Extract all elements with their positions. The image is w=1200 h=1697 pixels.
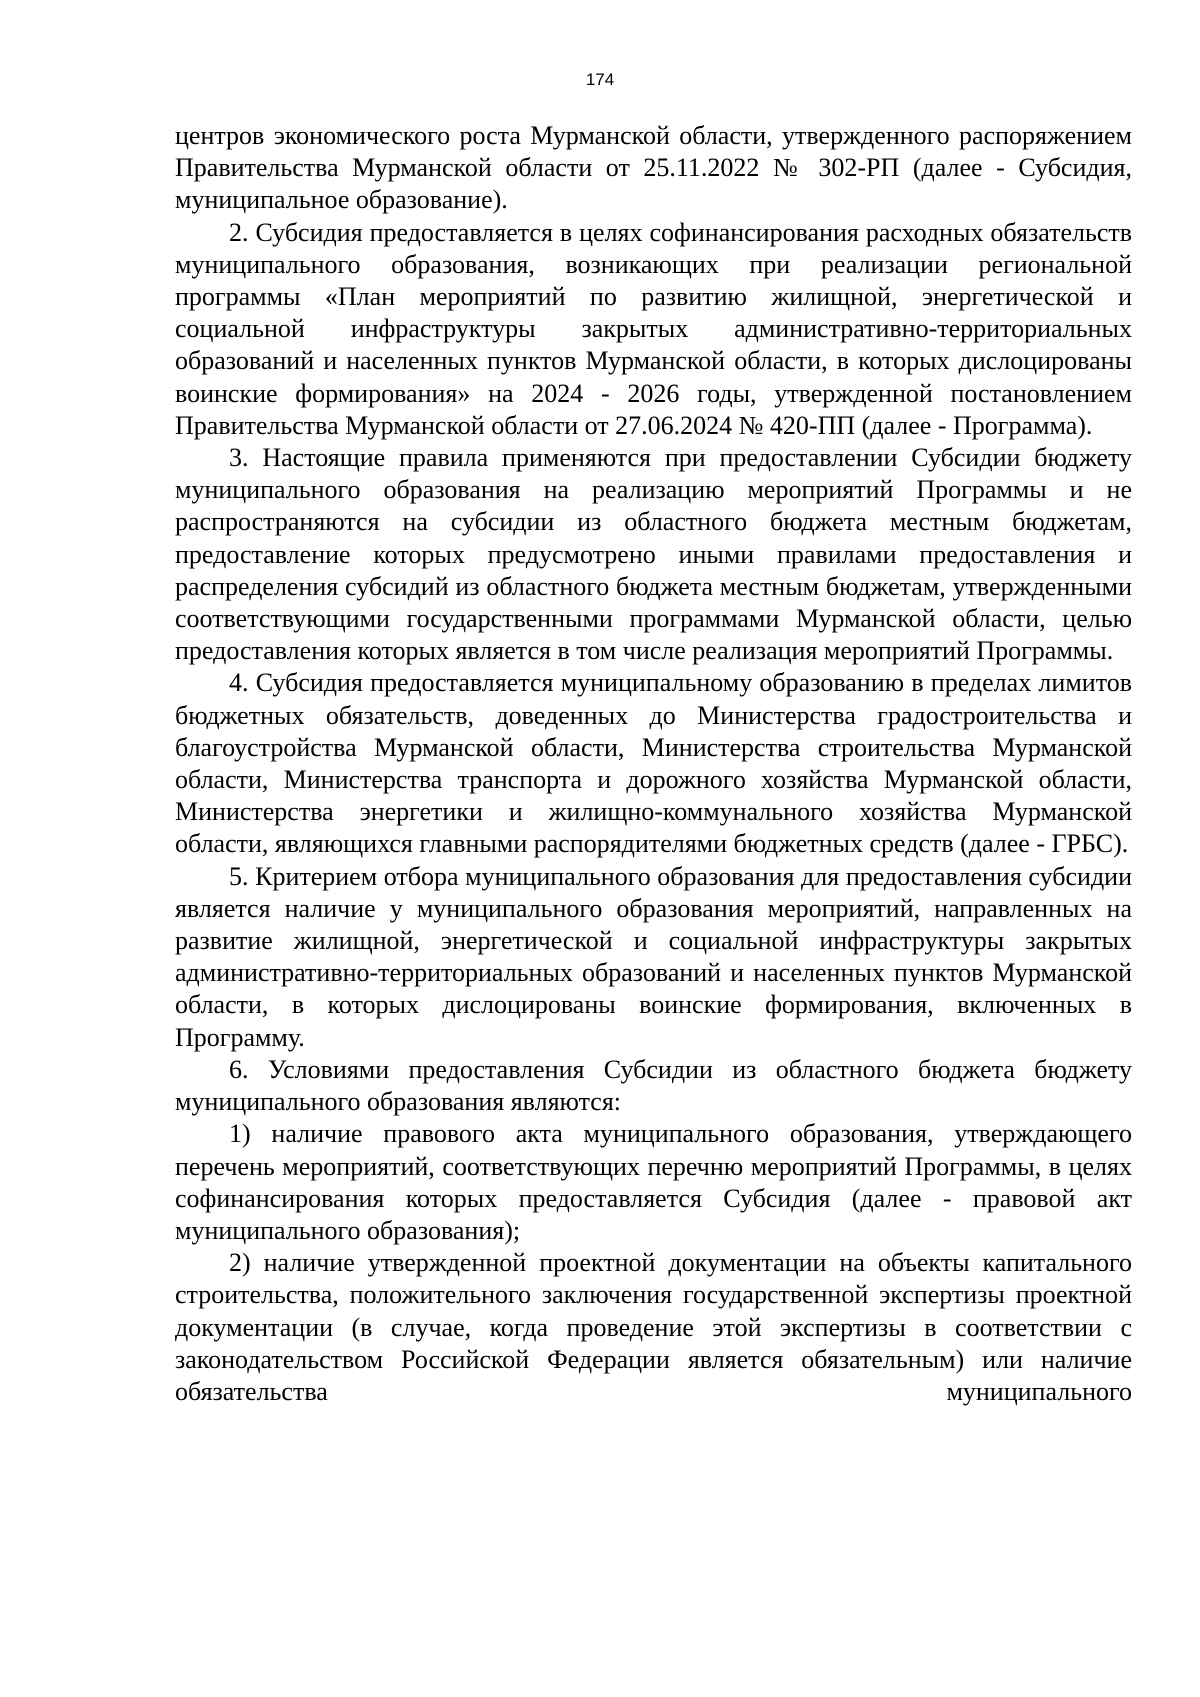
subparagraph-1: 1) наличие правового акта муниципального образования, утверждающего перечень мероприятий, соответствующих перечню мероприятий Программы, в целях софинансирования которых предоставляется Субсидия (далее - правовой акт муниципального образования); (175, 1119, 1132, 1245)
document-body (175, 120, 1132, 1408)
paragraph-item-6: 6. Условиями предоставления Субсидии из областного бюджета бюджету муниципального образования являются: (175, 1054, 1132, 1117)
paragraph-item-5: 5. Критерием отбора муниципального образования для предоставления субсидии является наличие у муниципального образования мероприятий, направленных на развитие жилищной, энергетической и социальной инфраструктуры закрытых административно-территориальных образований и населенных пунктов Мурманской области, в которых дислоцированы воинские формирования, включенных в Программу. (175, 861, 1132, 1052)
paragraph-continuation: центров экономического роста Мурманской области, утвержденного распоряжением Правительства Мурманской области от 25.11.2022 № 302-РП (далее - Субсидия, муниципальное образование). (175, 121, 1132, 215)
page-number: 174 (585, 70, 615, 89)
subparagraph-2: 2) наличие утвержденной проектной документации на объекты капитального строительства, положительного заключения государственной экспертизы проектной документации (в случае, когда проведение этой экспертизы в соответствии с законодательством Российской Федерации является обязательным) или наличие обязательства муниципального (175, 1248, 1132, 1406)
paragraph-item-2: 2. Субсидия предоставляется в целях софинансирования расходных обязательств муниципального образования, возникающих при реализации региональной программы «План мероприятий по развитию жилищной, энергетической и социальной инфраструктуры закрытых административно-территориальных образований и населенных пунктов Мурманской области, в которых дислоцированы воинские формирования» на 2024 - 2026 годы, утвержденной постановлением Правительства Мурманской области от 27.06.2024 № 420-ПП (далее - Программа). (175, 217, 1132, 440)
paragraph-item-3: 3. Настоящие правила применяются при предоставлении Субсидии бюджету муниципального образования на реализацию мероприятий Программы и не распространяются на субсидии из областного бюджета местным бюджетам, предоставление которых предусмотрено иными правилами предоставления и распределения субсидий из областного бюджета местным бюджетам, утвержденными соответствующими государственными программами Мурманской области, целью предоставления которых является в том числе реализация мероприятий Программы. (175, 443, 1132, 666)
paragraph-item-4: 4. Субсидия предоставляется муниципальному образованию в пределах лимитов бюджетных обязательств, доведенных до Министерства градостроительства и благоустройства Мурманской области, Министерства строительства Мурманской области, Министерства транспорта и дорожного хозяйства Мурманской области, Министерства энергетики и жилищно-коммунального хозяйства Мурманской области, являющихся главными распорядителями бюджетных средств (далее - ГРБС). (175, 668, 1132, 859)
